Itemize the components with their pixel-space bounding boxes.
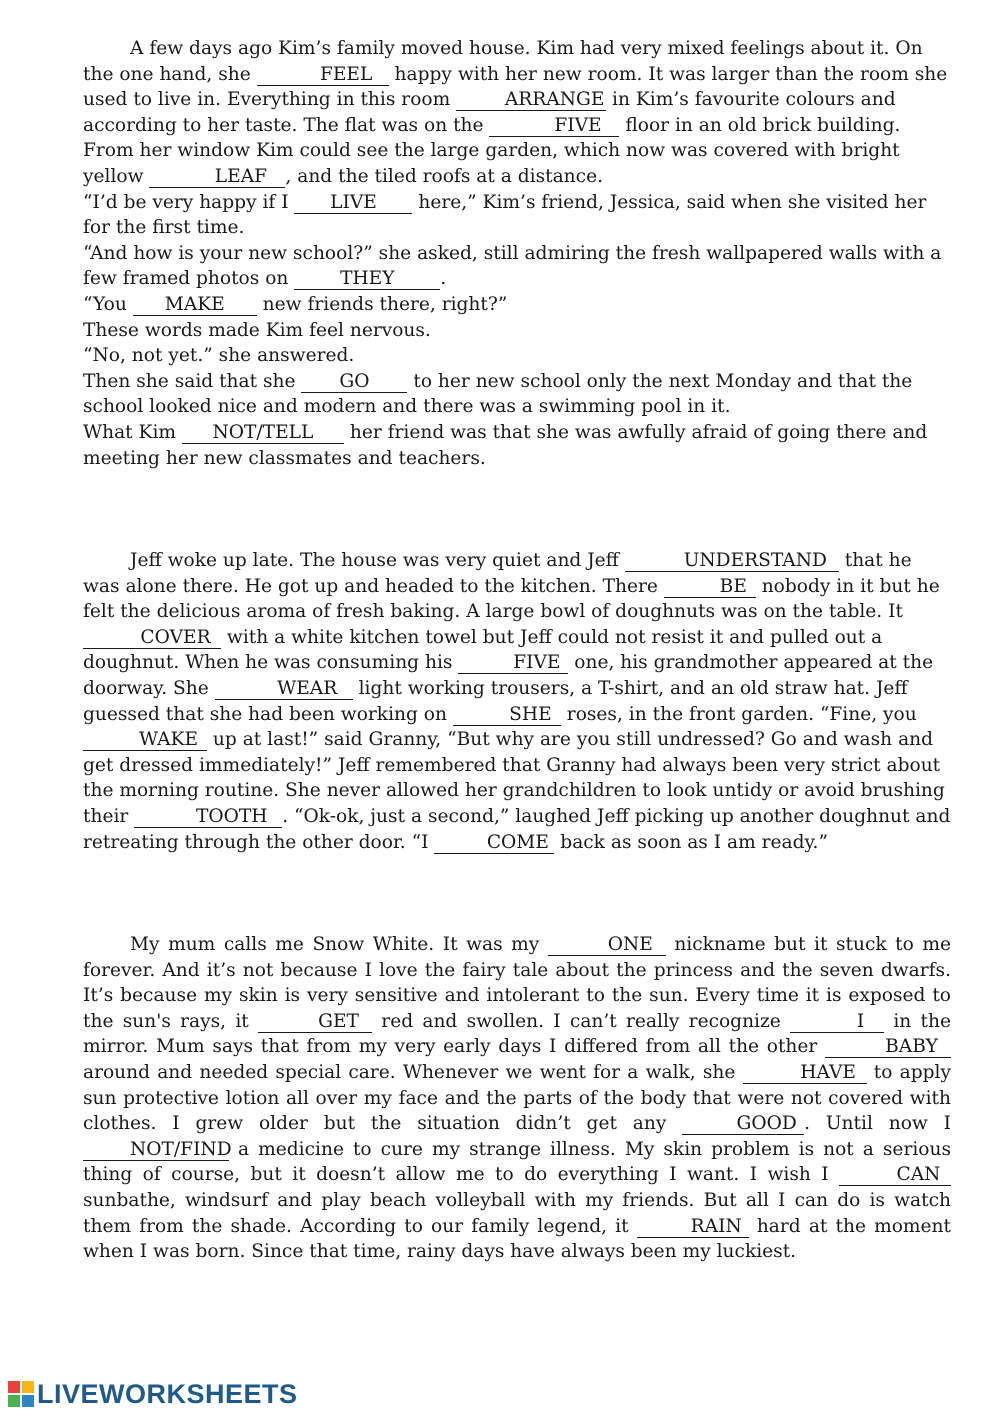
text-run: here,” Kim’s friend, Jessica, said when she visited her for the first time. <box>83 191 927 239</box>
text-run: nobody in it but he felt the delicious aroma of fresh baking. A large bowl of doughnuts was on the table. It <box>83 575 940 623</box>
text-run: a medicine to cure my strange illness. My skin problem is not a serious thing of course, but it doesn’t allow me to do everything I want. I wish I <box>83 1138 951 1186</box>
blank-wake[interactable]: WAKE <box>83 730 207 751</box>
blank-they[interactable]: THEY <box>294 269 440 290</box>
text-run: . Until now I <box>804 1113 951 1135</box>
story-1-paragraph <box>83 36 951 190</box>
text-run: in the mirror. Mum says that from my very early days I differed from all the other <box>83 1010 951 1058</box>
logo-square-green <box>8 1395 20 1407</box>
blank-not-find[interactable]: NOT/FIND <box>83 1140 229 1161</box>
blank-feel[interactable]: FEEL <box>257 65 389 86</box>
text-run: My mum calls me Snow White. It was my <box>130 934 548 955</box>
footer-logo[interactable] <box>8 1378 298 1410</box>
text-run: “You <box>83 293 133 315</box>
text-run: Jeff woke up late. The house was very quiet and Jeff <box>130 550 625 571</box>
text-run: in Kim’s favourite colours and according to her taste. The flat was on the <box>83 89 896 136</box>
logo-square-red <box>8 1381 20 1393</box>
text-run: around and needed special care. Whenever we went for a walk, she <box>83 1061 743 1083</box>
logo-square-blue <box>22 1395 34 1407</box>
story-1-paragraph <box>83 343 951 369</box>
blank-arrange[interactable]: ARRANGE <box>456 90 606 111</box>
blank-can[interactable]: CAN <box>839 1165 951 1186</box>
story-1-paragraph <box>83 420 951 471</box>
blank-cover[interactable]: COVER <box>83 628 221 649</box>
blank-i[interactable]: I <box>790 1012 884 1033</box>
text-run: hard at the moment when I was born. Since that time, rainy days have always been my luckiest. <box>83 1215 951 1263</box>
blank-baby[interactable]: BABY <box>825 1037 951 1058</box>
text-run: to apply sun protective lotion all over my face and the parts of the body that were not covered with clothes. I grew older but the situation didn’t get any <box>83 1061 951 1135</box>
blank-five[interactable]: FIVE <box>489 116 619 137</box>
text-run: happy with her new room. It was larger than the room she used to live in. Everything in this room <box>83 63 948 111</box>
story-1-paragraph <box>83 318 951 344</box>
text-run: new friends there, right?” <box>256 293 508 315</box>
text-run: These words made Kim feel nervous. <box>83 319 431 341</box>
text-run: one, his grandmother appeared at the doorway. She <box>83 652 934 699</box>
story-1 <box>83 36 951 471</box>
story-3 <box>83 932 951 1265</box>
blank-be[interactable]: BE <box>664 577 756 598</box>
story-1-paragraph <box>83 190 951 241</box>
text-run: , and the tiled roofs at a distance. <box>285 165 603 187</box>
blank-wear[interactable]: WEAR <box>215 679 353 700</box>
blank-she[interactable]: SHE <box>453 705 561 726</box>
blank-tooth[interactable]: TOOTH <box>134 807 282 828</box>
text-run: “No, not yet.” she answered. <box>83 345 355 367</box>
text-run: up at last!” said Granny, “But why are you still undressed? Go and wash and get dressed immediately!” Jeff remembered that Granny had always been very strict about the morning routine. She never allowed her grandchildren to look untidy or avoid brushing their <box>83 729 945 827</box>
blank-understand[interactable]: UNDERSTAND <box>625 551 839 572</box>
text-run: nickname but it stuck to me forever. And it’s not because I love the fairy tale about the princess and the seven dwarfs. It’s because my skin is very sensitive and intolerant to the sun. Every time it is exposed to the sun's rays, it <box>83 934 951 1032</box>
text-run: floor in an old brick building. From her window Kim could see the large garden, which now was covered with bright yellow <box>83 114 901 187</box>
blank-one[interactable]: ONE <box>548 935 666 956</box>
blank-get[interactable]: GET <box>258 1012 372 1033</box>
text-run: . “Ok-ok, just a second,” laughed Jeff picking up another doughnut and retreating through the other door. “I <box>83 805 951 853</box>
text-run: “And how is your new school?” she asked, still admiring the fresh wallpapered walls with a few framed photos on <box>83 242 942 290</box>
text-run: sunbathe, windsurf and play beach volleyball with my friends. But all I can do is watch them from the shade. According to our family legend, it <box>83 1189 951 1237</box>
text-run: light working trousers, a T-shirt, and an old straw hat. Jeff guessed that she had been working on <box>83 677 908 725</box>
story-2-paragraph <box>83 548 951 855</box>
blank-good[interactable]: GOOD <box>682 1114 804 1135</box>
blank-go[interactable]: GO <box>301 372 407 393</box>
liveworksheets-logo-icon <box>8 1381 34 1407</box>
text-run: back as soon as I am ready.” <box>554 831 828 853</box>
blank-leaf[interactable]: LEAF <box>149 167 285 188</box>
story-2 <box>83 548 951 855</box>
text-run: What Kim <box>83 421 182 443</box>
text-run: red and swollen. I can’t really recognize <box>372 1010 791 1032</box>
text-run: “I’d be very happy if I <box>83 191 295 213</box>
blank-rain[interactable]: RAIN <box>637 1217 749 1238</box>
blank-live[interactable]: LIVE <box>294 193 412 214</box>
blank-have[interactable]: HAVE <box>743 1063 867 1084</box>
story-3-paragraph <box>83 932 951 1265</box>
text-run: with a white kitchen towel but Jeff could not resist it and pulled out a doughnut. When he was consuming his <box>83 626 883 674</box>
blank-not-tell[interactable]: NOT/TELL <box>182 423 344 444</box>
text-run: roses, in the front garden. “Fine, you <box>560 703 917 725</box>
text-run: her friend was that she was awfully afraid of going there and meeting her new classmates and teachers. <box>83 421 928 469</box>
blank-come[interactable]: COME <box>434 833 554 854</box>
blank-make[interactable]: MAKE <box>133 295 257 316</box>
text-run: that he was alone there. He got up and headed to the kitchen. There <box>83 550 912 597</box>
story-1-paragraph <box>83 241 951 292</box>
text-run: . <box>440 268 447 290</box>
story-1-paragraph <box>83 292 951 318</box>
text-run: A few days ago Kim’s family moved house. Kim had very mixed feelings about it. On the one hand, she <box>83 38 923 85</box>
text-run: to her new school only the next Monday and that the school looked nice and modern and there was a swimming pool in it. <box>83 370 913 418</box>
blank-five[interactable]: FIVE <box>458 653 568 674</box>
text-run: Then she said that she <box>83 370 302 392</box>
story-1-paragraph <box>83 369 951 420</box>
brand-name: LIVEWORKSHEETS <box>37 1378 298 1409</box>
logo-square-yellow <box>22 1381 34 1393</box>
